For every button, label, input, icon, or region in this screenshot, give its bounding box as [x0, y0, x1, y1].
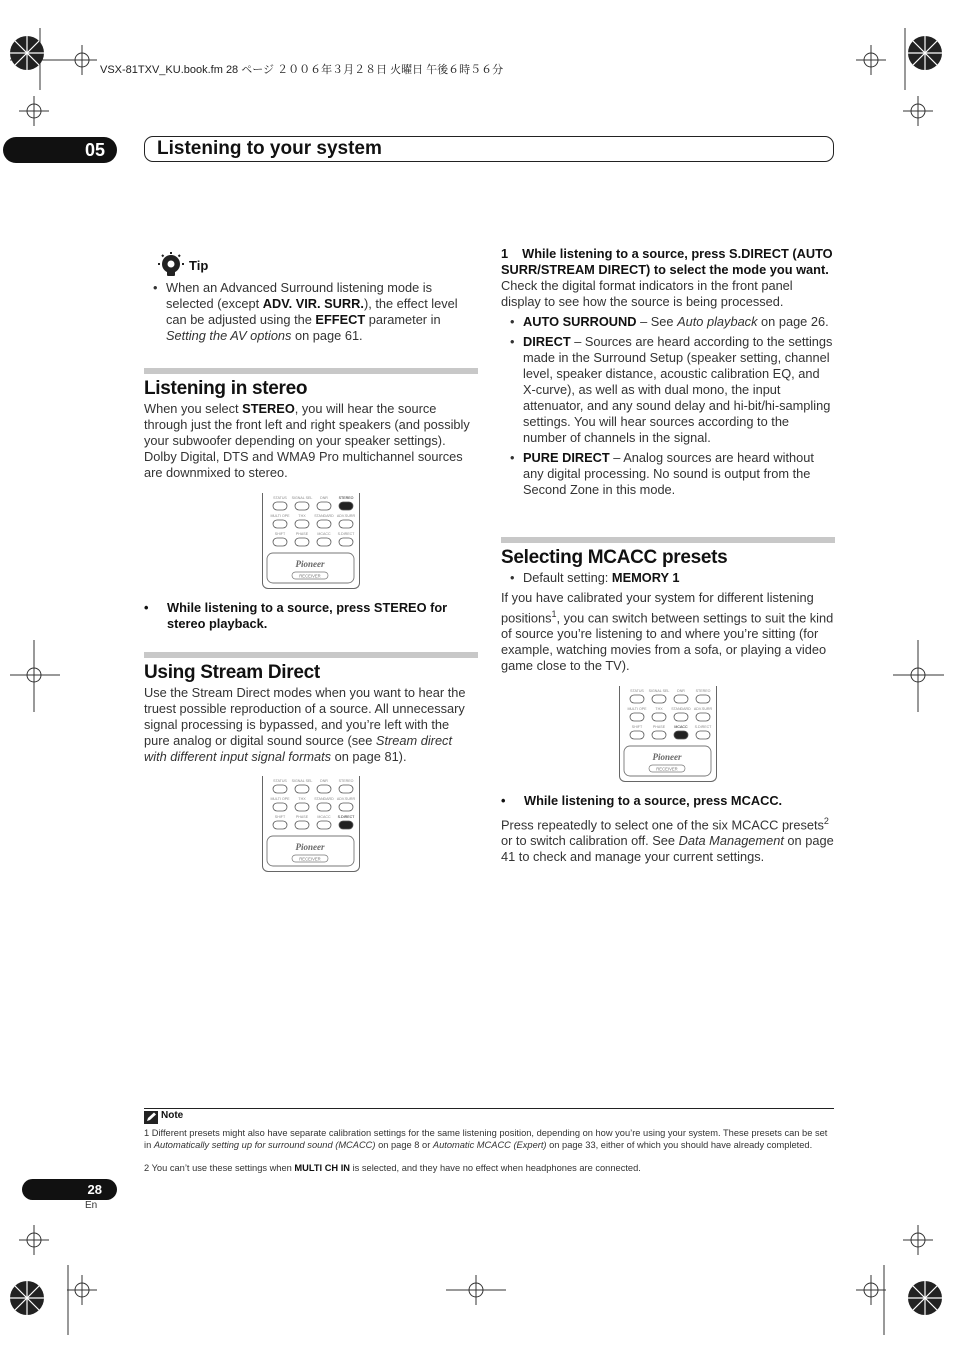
- heading-using-stream-direct: Using Stream Direct: [144, 662, 320, 683]
- heading-selecting-mcacc-presets: Selecting MCACC presets: [501, 547, 728, 568]
- tip-text: ), the effect level can be adjusted using the: [166, 296, 458, 327]
- remote-key: [273, 520, 287, 528]
- remote-key-label: PHASE: [652, 725, 666, 729]
- section-rule: [144, 652, 478, 658]
- remote-key: [339, 803, 353, 811]
- step1-description: Check the digital format indicators in the front panel display to see how the source is being processed.: [501, 278, 793, 309]
- chapter-title: Listening to your system: [157, 138, 382, 159]
- default-list: [501, 570, 835, 586]
- remote-key: [317, 803, 331, 811]
- remote-key-label: ADV.SURR: [336, 514, 356, 518]
- remote-key-label: MCACC: [317, 532, 331, 536]
- mode-item: [501, 334, 835, 446]
- text: or to switch calibration off. See: [501, 833, 679, 849]
- remote-key-label: S.DIRECT: [694, 725, 712, 729]
- text: on page 8 or: [375, 1140, 433, 1150]
- tip-text: on page 61.: [291, 328, 363, 343]
- remote-key: [652, 695, 666, 703]
- mode-text: – Sources are heard according to the settings made in the Surround Setup (speaker setting, channel level, speaker distance, acoustic calibration EQ, and X-curve), as well as with dual mono, the input attenuator, and any sound delay and hi-bit/hi-sampling settings. You will hear sources according to the number of channels in the signal.: [523, 334, 833, 445]
- remote-key: [273, 821, 287, 829]
- mode-list: [501, 314, 835, 498]
- receiver-key-label: RECEIVER: [299, 573, 321, 579]
- page-number: 28: [22, 1179, 117, 1200]
- remote-key: [295, 821, 309, 829]
- remote-key: [317, 538, 331, 546]
- tip-text: When an Advanced Surround listening mode is selected (except: [166, 280, 433, 311]
- mode-text: – Analog sources are heard without any digital processing. No sound is output from the Second Zone in this mode.: [523, 450, 814, 497]
- print-header: VSX-81TXV_KU.book.fm 28 ページ ２００６年３月２８日 火曜日 午後６時５６分: [100, 64, 504, 76]
- remote-key-label: STEREO: [695, 689, 711, 693]
- remote-key: [295, 538, 309, 546]
- remote-key-label: MCACC: [317, 815, 331, 819]
- pioneer-logo: Pioneer: [295, 842, 325, 852]
- remote-key: [273, 803, 287, 811]
- remote-key: [317, 502, 331, 510]
- remote-key-label: SHIFT: [631, 725, 643, 729]
- remote-key-label: ADV.SURR: [336, 797, 356, 801]
- remote-illustration: [262, 776, 360, 872]
- remote-key-label: SIGNAL SEL: [291, 496, 313, 500]
- step-number: 1: [501, 246, 509, 261]
- remote-key-label: SIGNAL SEL: [291, 779, 313, 783]
- footnote-ref: 2: [823, 816, 829, 826]
- remote-key: [339, 538, 353, 546]
- remote-key-label: S.DIRECT: [337, 815, 355, 819]
- remote-key-label: PHASE: [295, 532, 309, 536]
- mcacc-instruction-block: • While listening to a source, press MCACC. Press repeatedly to select one of the six MCACC presets$^2$ or to switch calibration off. See Data Management on page 41 to check and manage your current settings.: [501, 793, 834, 865]
- remote-key-label: MULTI OPE: [627, 707, 647, 711]
- remote-key: [630, 695, 644, 703]
- remote-key-label: DNR: [320, 779, 328, 783]
- remote-key-label: STEREO: [338, 496, 354, 500]
- italic-text: Automatic MCACC (Expert): [432, 1140, 547, 1150]
- instruction-text: While listening to a source, press MCACC.: [524, 793, 783, 808]
- remote-key: [696, 731, 710, 739]
- remote-key: [273, 502, 287, 510]
- section-rule: [501, 537, 835, 543]
- default-setting: [501, 570, 835, 586]
- mode-name: AUTO SURROUND: [523, 314, 637, 329]
- mcacc-paragraph: [501, 590, 835, 674]
- remote-key-label: THX: [655, 707, 663, 711]
- remote-key-label: S.DIRECT: [337, 532, 355, 536]
- remote-key-label: DNR: [677, 689, 685, 693]
- stereo-paragraph: [144, 401, 478, 481]
- remote-key: [630, 713, 644, 721]
- remote-key-label: MCACC: [674, 725, 688, 729]
- text: on page 81).: [331, 749, 407, 764]
- remote-key-label: STANDARD: [314, 514, 334, 518]
- remote-key: [339, 785, 353, 793]
- remote-key: [630, 731, 644, 739]
- remote-key: [696, 713, 710, 721]
- remote-key-label: SHIFT: [274, 532, 286, 536]
- stereo-instruction: • While listening to a source, press STEREO for stereo playback.: [144, 600, 448, 631]
- bold-text: MEMORY 1: [611, 570, 680, 585]
- mode-text: – See: [636, 314, 678, 329]
- remote-illustration: [262, 493, 360, 589]
- remote-key: [674, 713, 688, 721]
- text: , you will hear the source through just the front left and right speakers (and possibly your subwoofer depending on your speaker settings). Dolby Digital, DTS and WMA9 Pro multichannel sources are downmixed to stereo.: [144, 401, 470, 480]
- text: on page 41 to check and manage your current settings.: [501, 833, 834, 865]
- remote-key-label: PHASE: [295, 815, 309, 819]
- remote-key: [339, 821, 353, 829]
- remote-svg: [263, 776, 358, 870]
- remote-key: [674, 695, 688, 703]
- remote-key: [295, 785, 309, 793]
- mode-italic: Auto playback: [677, 314, 758, 329]
- tip-italic: Setting the AV options: [166, 328, 292, 343]
- remote-key-label: SIGNAL SEL: [648, 689, 670, 693]
- receiver-key-label: RECEIVER: [656, 766, 678, 772]
- mode-name: PURE DIRECT: [523, 450, 610, 465]
- tip-bold: EFFECT: [315, 312, 366, 327]
- bold-text: MULTI CH IN: [294, 1163, 351, 1173]
- remote-key: [295, 803, 309, 811]
- text: Default setting:: [523, 570, 612, 585]
- remote-key: [273, 538, 287, 546]
- text: When you select: [144, 401, 243, 416]
- italic-text: Data Management: [678, 833, 784, 849]
- remote-key-label: STANDARD: [671, 707, 691, 711]
- remote-key-label: THX: [298, 797, 306, 801]
- remote-key-label: STATUS: [273, 779, 287, 783]
- bold-text: STEREO: [242, 401, 295, 416]
- remote-key-label: SHIFT: [274, 815, 286, 819]
- text: on page 33, either of which you should have already completed.: [546, 1140, 813, 1150]
- remote-illustration: [619, 686, 717, 782]
- tip-item: [144, 280, 478, 344]
- mode-text: on page 26.: [757, 314, 829, 329]
- note-label: Note: [161, 1110, 184, 1121]
- pioneer-logo: Pioneer: [652, 752, 682, 762]
- remote-key: [295, 502, 309, 510]
- mode-item: [501, 314, 835, 330]
- remote-key: [674, 731, 688, 739]
- step1-instruction: [501, 246, 835, 278]
- footnote-1: [144, 1127, 834, 1151]
- chapter-number: 05: [3, 137, 117, 163]
- mode-item: [501, 450, 835, 498]
- text: Use the Stream Direct modes when you want to hear the truest possible reproduction of a source. All unnecessary signal processing is bypassed, and you’re left with the pure analog or digital sound source (see: [144, 685, 466, 748]
- mcacc-paragraph-2: [501, 813, 835, 865]
- remote-key: [295, 520, 309, 528]
- text: , you can switch between settings to suit the kind of source you’re listening to and where you’re sitting (for example, watching movies from a sofa, or playing a video game close to the TV).: [501, 610, 834, 674]
- mode-name: DIRECT: [523, 334, 571, 349]
- remote-key: [652, 713, 666, 721]
- remote-svg: [263, 493, 358, 587]
- tip-list: [144, 280, 478, 344]
- remote-key-label: DNR: [320, 496, 328, 500]
- page-language: En: [85, 1200, 98, 1211]
- remote-key-label: THX: [298, 514, 306, 518]
- remote-key: [273, 785, 287, 793]
- text: 1 Different presets might also have separate calibration settings for the same listening position, depending on how you’re using your system. These presets can be set in: [144, 1128, 828, 1150]
- stream-direct-paragraph: [144, 685, 478, 765]
- step1-block: [501, 246, 835, 502]
- remote-key: [317, 520, 331, 528]
- remote-key: [696, 695, 710, 703]
- tip-bold: ADV. VIR. SURR.: [262, 296, 364, 311]
- heading-listening-in-stereo: Listening in stereo: [144, 378, 308, 399]
- footnote-2: [144, 1162, 834, 1174]
- pencil-icon: [144, 1111, 158, 1124]
- tip-label: Tip: [189, 258, 209, 273]
- remote-key-label: MULTI OPE: [270, 514, 290, 518]
- footnote-ref: 1: [551, 609, 557, 619]
- remote-key: [317, 821, 331, 829]
- italic-text: Automatically setting up for surround sound (MCACC): [153, 1140, 376, 1150]
- step-text: While listening to a source, press S.DIRECT (AUTO SURR/STREAM DIRECT) to select the mode you want.: [501, 246, 833, 277]
- receiver-key-label: RECEIVER: [299, 856, 321, 862]
- text: If you have calibrated your system for different listening positions: [501, 590, 814, 626]
- text: Press repeatedly to select one of the six MCACC presets: [501, 817, 824, 833]
- mcacc-block: [501, 570, 835, 674]
- remote-key-label: STATUS: [273, 496, 287, 500]
- remote-key-label: STANDARD: [314, 797, 334, 801]
- remote-key-label: MULTI OPE: [270, 797, 290, 801]
- remote-key: [317, 785, 331, 793]
- tip-box: [144, 252, 478, 348]
- instruction-text: While listening to a source, press STEREO for stereo playback.: [167, 600, 448, 631]
- remote-key-label: ADV.SURR: [693, 707, 713, 711]
- remote-key: [339, 520, 353, 528]
- tip-header: [144, 252, 478, 280]
- pioneer-logo: Pioneer: [295, 559, 325, 569]
- text: 2 You can’t use these settings when: [144, 1163, 295, 1173]
- remote-key-label: STEREO: [338, 779, 354, 783]
- remote-key-label: STATUS: [630, 689, 644, 693]
- remote-key: [652, 731, 666, 739]
- italic-text: Stream direct with different input signal formats: [144, 733, 453, 764]
- note-rule: [144, 1108, 834, 1109]
- section-rule: [144, 368, 478, 374]
- remote-svg: [620, 686, 715, 780]
- remote-key: [339, 502, 353, 510]
- tip-text: parameter in: [365, 312, 441, 327]
- text: is selected, and they have no effect when headphones are connected.: [350, 1163, 641, 1173]
- lightbulb-icon: [158, 252, 184, 278]
